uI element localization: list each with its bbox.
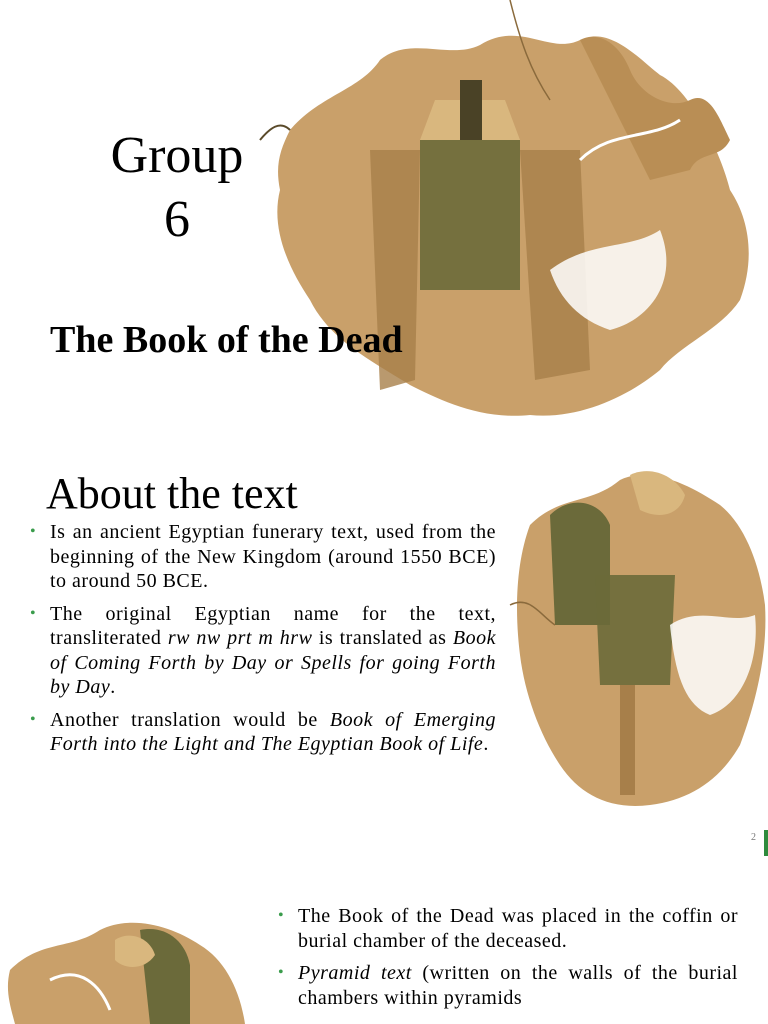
bullet-segment: Another translation would be [50, 708, 330, 731]
bullet-segment: . [110, 676, 116, 698]
bullet-italic-segment: Book of Coming Forth by Day or Spells for going Forth by Day [50, 627, 496, 698]
page-number: 2 [751, 832, 756, 843]
bullet-item [276, 904, 738, 953]
slide-placement [0, 880, 768, 1024]
bullet-dot-icon: • [30, 604, 37, 622]
bullet-dot-icon: • [278, 907, 285, 924]
bullet-segment: Is an ancient Egyptian funerary text, used from the beginning of the New Kingdom (around 1550 BCE) to around 50 BCE. [50, 521, 496, 592]
bullet-italic-segment: Book of Emerging Forth into the Light and The Egyptian Book of Life [50, 708, 496, 755]
bullet-italic-segment: rw nw prt m hrw [167, 627, 313, 649]
bullet-text [50, 603, 496, 699]
title-line: 6 [164, 191, 190, 248]
papyrus-art-egyptian-figure [500, 455, 768, 815]
bullet-segment: (written on the walls of the burial chambers within pyramids [298, 962, 738, 1009]
bullet-segment: . [483, 733, 489, 755]
bullet-text [298, 962, 738, 1009]
page-accent-bar [764, 830, 768, 856]
bullet-dot-icon: • [30, 710, 37, 728]
bullet-item [28, 520, 496, 594]
bullet-item [28, 708, 496, 757]
bullet-segment: The Book of the Dead was placed in the coffin or burial chamber of the deceased. [298, 905, 738, 952]
papyrus-art-egyptian-figure [0, 910, 260, 1024]
slide-title-text [72, 124, 282, 252]
bullet-list [276, 904, 738, 1018]
slide-about-text [0, 440, 768, 860]
slide-title [0, 0, 768, 440]
bullet-segment: is translated as [312, 627, 453, 649]
bullet-dot-icon: • [30, 523, 37, 540]
title-line: Group [110, 127, 244, 184]
bullet-list [28, 520, 496, 765]
papyrus-art-egyptian-figure [250, 0, 768, 440]
bullet-segment: The original Egyptian name for the text, transliterated [50, 602, 496, 649]
bullet-item [276, 961, 738, 1010]
bullet-text [50, 521, 496, 592]
bullet-text [298, 905, 738, 952]
section-title: About the text [46, 469, 298, 518]
bullet-text [50, 709, 496, 756]
slide-subtitle-text: The Book of the Dead [50, 319, 403, 361]
bullet-italic-segment: Pyramid text [298, 962, 412, 984]
bullet-item [28, 602, 496, 700]
bullet-dot-icon: • [278, 964, 285, 981]
